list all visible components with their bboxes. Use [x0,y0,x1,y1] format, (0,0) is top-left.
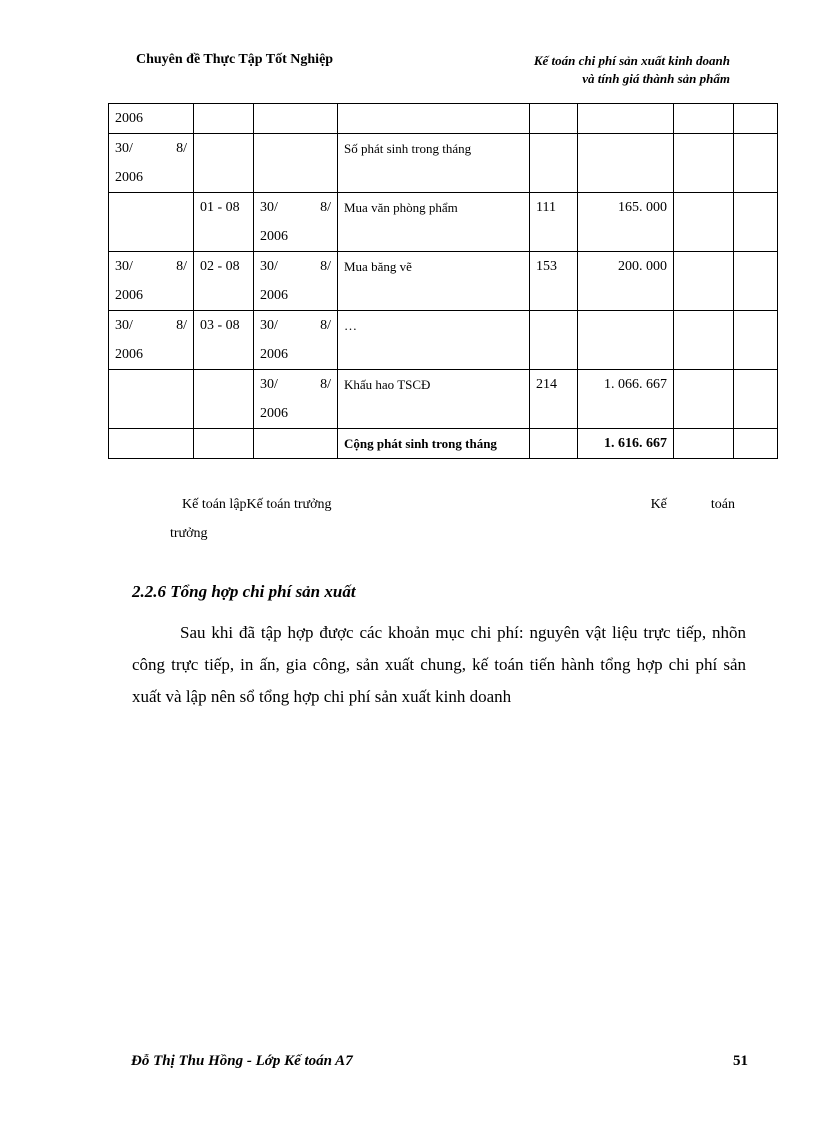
table-cell [674,370,734,429]
date-year: 2006 [115,288,143,303]
table-cell [530,429,578,459]
table-cell [530,134,578,193]
doc-number-cell: 03 - 08 [194,311,254,370]
table-cell [109,370,194,429]
date-month: 8/ [320,259,331,274]
table-cell [734,311,778,370]
date-cell [254,311,338,370]
ledger-table [108,103,778,459]
signature-block [170,490,735,548]
page-number: 51 [733,1053,748,1069]
table-cell [578,104,674,134]
description-cell: Số phát sinh trong tháng [338,134,530,193]
date-cell [109,134,194,193]
table-row [109,311,778,370]
table-cell [109,429,194,459]
table-cell [674,193,734,252]
signature-right-a: Kế [650,497,667,512]
table-cell [734,134,778,193]
table-row [109,370,778,429]
date-cell [254,193,338,252]
date-cell [254,370,338,429]
date-day: 30/ [115,259,133,274]
table-cell [254,104,338,134]
table-cell [194,134,254,193]
header-left-title: Chuyên đề Thực Tập Tốt Nghiệp [136,52,334,67]
total-amount-cell: 1. 616. 667 [578,429,674,459]
date-day: 30/ [260,200,278,215]
date-month: 8/ [320,200,331,215]
date-cell [109,252,194,311]
signature-left: Kế toán lậpKế toán trưởng [182,497,332,512]
table-cell [530,104,578,134]
table-cell [734,429,778,459]
table-cell [734,104,778,134]
description-cell: Khấu hao TSCĐ [338,370,530,429]
table-row [109,104,778,134]
table-cell [109,193,194,252]
date-year: 2006 [260,288,288,303]
table-cell [674,311,734,370]
date-day: 30/ [115,141,133,156]
header-right-line2: và tính giá thành sản phẩm [582,71,730,86]
table-cell [674,429,734,459]
table-cell [530,311,578,370]
date-day: 30/ [260,259,278,274]
description-cell: Mua băng vẽ [338,252,530,311]
table-cell [254,429,338,459]
account-cell: 153 [530,252,578,311]
date-year: 2006 [115,170,143,185]
footer-author: Đỗ Thị Thu Hồng - Lớp Kế toán A7 [131,1053,353,1069]
table-cell [338,104,530,134]
account-cell: 214 [530,370,578,429]
date-cell [109,311,194,370]
table-cell [194,370,254,429]
table-row-total [109,429,778,459]
doc-number-cell: 01 - 08 [194,193,254,252]
table-cell [674,104,734,134]
table-cell [674,252,734,311]
date-year: 2006 [260,229,288,244]
doc-number-cell: 02 - 08 [194,252,254,311]
amount-cell: 1. 066. 667 [578,370,674,429]
date-cell [254,252,338,311]
description-cell: Mua văn phòng phẩm [338,193,530,252]
table-cell [734,252,778,311]
date-month: 8/ [320,318,331,333]
table-row [109,134,778,193]
table-row [109,193,778,252]
account-cell: 111 [530,193,578,252]
header-right-title [430,52,730,88]
amount-cell: 200. 000 [578,252,674,311]
table-cell [578,311,674,370]
date-day: 30/ [260,377,278,392]
table-cell [674,134,734,193]
table-cell: 2006 [109,104,194,134]
table-cell [194,429,254,459]
table-cell [254,134,338,193]
date-year: 2006 [115,347,143,362]
section-title: 2.2.6 Tổng hợp chi phí sản xuất [132,582,356,601]
date-year: 2006 [260,347,288,362]
date-month: 8/ [176,259,187,274]
date-month: 8/ [176,318,187,333]
section-paragraph: Sau khi đã tập hợp được các khoản mục chi phí: nguyên vật liệu trực tiếp, nhõn công trực tiếp, in ấn, gia công, sản xuất chung, kế toán tiến hành tổng hợp chi phí sản xuất và lập nên sổ tổng hợp chi phí sản xuất kinh doanh [132,623,746,706]
date-day: 30/ [115,318,133,333]
table-cell [578,134,674,193]
table-cell [734,370,778,429]
date-day: 30/ [260,318,278,333]
amount-cell: 165. 000 [578,193,674,252]
signature-line2: trưởng [170,526,208,541]
date-month: 8/ [176,141,187,156]
table-cell [194,104,254,134]
total-label-cell: Cộng phát sinh trong tháng [338,429,530,459]
table-row [109,252,778,311]
description-cell: … [338,311,530,370]
table-cell [734,193,778,252]
signature-right-b: toán [710,497,735,512]
date-year: 2006 [260,406,288,421]
header-right-line1: Kế toán chi phí sản xuất kinh doanh [533,53,730,68]
date-month: 8/ [320,377,331,392]
